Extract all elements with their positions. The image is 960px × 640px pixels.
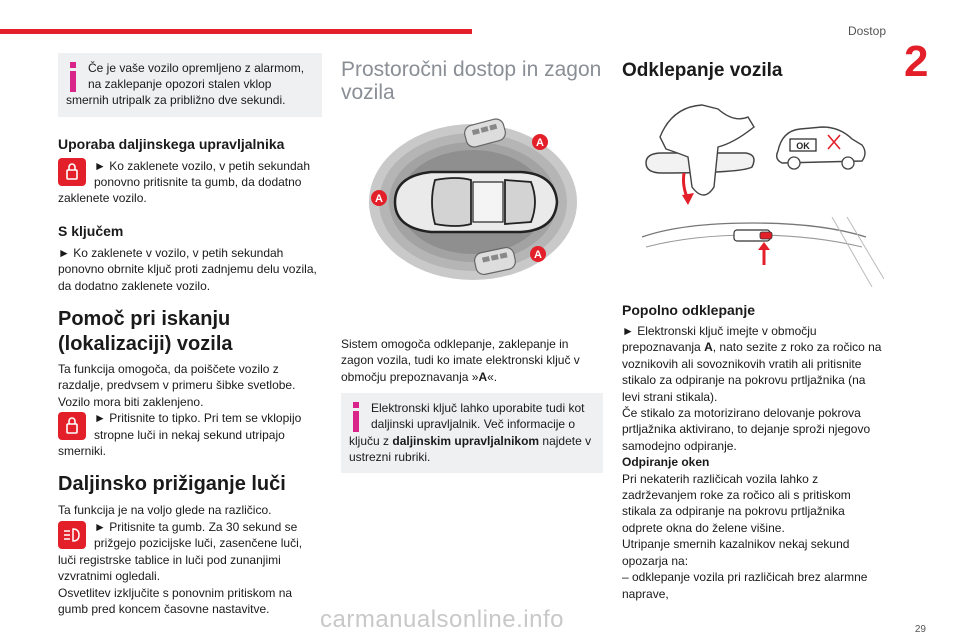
chapter-number: 2 (904, 37, 929, 86)
column-3 (622, 58, 884, 602)
windows-heading: Odpiranje oken (622, 455, 710, 470)
svg-text:A: A (375, 193, 383, 205)
alarm-info-text: Če je vaše vozilo opremljeno z alarmom, na zaklepanje opozori stalen vklop smernih utripalk za približno dve sekundi. (66, 61, 305, 108)
svg-text:A: A (536, 137, 544, 149)
locate-text: ► Pritisnite to tipko. Pri tem se vklopijo stropne luči in nekaj sekund utripajo smerniki. (58, 411, 302, 459)
full-unlock-text: ► Elektronski ključ imejte v območju prepoznavanja A, nato sezite z roko za ročico na voznikovih ali sovoznikovih vratih ali pritisnite stikalo za odpiranje na pokrovu prtljažnika (na levi strani stikala). (622, 324, 882, 404)
unlock-heading: Odklepanje vozila (622, 60, 783, 81)
svg-text:A: A (534, 249, 542, 261)
zone-marker-a (532, 134, 548, 150)
lights-intro: Ta funkcija je na voljo glede na različico. (58, 503, 272, 518)
handsfree-text: Sistem omogoča odklepanje, zaklepanje in zagon vozila, tudi ko imate elektronski ključ v območju prepoznavanja »A«. (341, 337, 580, 384)
lights-text: ► Pritisnite ta gumb. Za 30 sekund se prižgejo pozicijske luči, zasenčene luči, luči registrske tablice in luči pod zunanjimi vzvratnimi ogledali. (58, 519, 303, 584)
section-title: Dostop (847, 24, 886, 38)
windows-text: Pri nekaterih različicah vozila lahko z zadrževanjem roke za ročico ali s pritiskom stikala za odpiranje na pokrovu prtljažnika odprete okna do želene višine. (622, 471, 851, 535)
info-icon (66, 62, 80, 92)
car-side-ok (777, 127, 865, 169)
header-accent-bar (0, 29, 472, 34)
column-1 (58, 53, 322, 617)
svg-text:OK: OK (796, 141, 810, 151)
full-unlock-heading: Popolno odklepanje (622, 302, 756, 318)
lights-outro: Osvetlitev izključite s ponovnim pritiskom na gumb pred koncem časovne nastavitve. (58, 585, 293, 616)
key-text: ► Ko zaklenete v vozilo, v petih sekundah ponovno obrnite ključ proti zadnjemu delu vozila, da dodatno zaklenete vozilo. (58, 245, 317, 293)
key-heading: S ključem (58, 222, 124, 239)
lock-button-icon (58, 412, 86, 440)
detection-zone-illustration (341, 114, 603, 289)
remote-text: ► Ko zaklenete vozilo, v petih sekundah ponovno pritisnite ta gumb, da dodatno zaklenete vozilo. (58, 158, 311, 206)
locate-intro: Ta funkcija omogoča, da poiščete vozilo z razdalje, predvsem v primeru šibke svetlobe. Vozilo mora biti zaklenjeno. (58, 362, 296, 409)
column-2 (341, 58, 603, 473)
key-info-box: Elektronski ključ lahko uporabite tudi kot daljinski upravljalnik. Več informacije o ključu z daljinskim upravljalnikom najdete v ustrezni rubriki. (341, 393, 603, 473)
zone-marker-a (530, 246, 546, 262)
tailgate-text: Če stikalo za motorizirano delovanje pokrova prtljažnika aktivirano, to dejanje sproži njegovo samodejno odpiranje. (622, 406, 871, 453)
headlight-button-icon (58, 521, 86, 549)
alarm-info-box (58, 53, 322, 117)
locate-heading: Pomoč pri iskanju (lokalizaciji) vozila (58, 308, 233, 356)
locate-block (58, 410, 322, 459)
door-handle-hand (646, 105, 754, 205)
remote-block (58, 158, 322, 207)
tailgate-switch (642, 217, 884, 287)
lock-button-icon (58, 158, 86, 186)
unlock-illustration (622, 87, 884, 287)
remote-heading: Uporaba daljinskega upravljalnika (58, 135, 285, 152)
info-icon (349, 402, 363, 432)
page-number: 29 (914, 624, 926, 635)
lights-heading: Daljinsko prižiganje luči (58, 473, 286, 496)
lights-block (58, 519, 322, 585)
handsfree-heading: Prostoročni dostop in zagon vozila (341, 58, 602, 104)
watermark: carmanualsonline.info (320, 606, 564, 633)
indicators-item: – odklepanje vozila pri različicah brez alarmne naprave, (622, 570, 868, 601)
car-top-view (395, 172, 557, 232)
indicators-text: Utripanje smernih kazalnikov nekaj sekund opozarja na: (622, 537, 850, 568)
zone-marker-a (371, 190, 387, 206)
